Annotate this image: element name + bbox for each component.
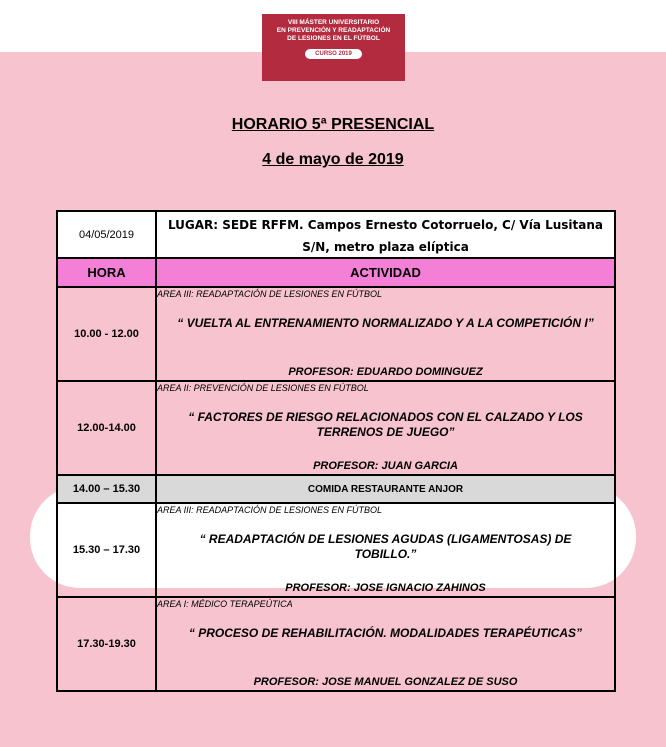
session-row bbox=[58, 504, 614, 598]
lunch-row bbox=[58, 476, 614, 504]
lunch-time: 14.00 – 15.30 bbox=[58, 476, 157, 502]
session-professor: PROFESOR: JOSE IGNACIO ZAHINOS bbox=[285, 582, 486, 594]
page-title: HORARIO 5ª PRESENCIAL bbox=[231, 116, 435, 133]
session-time: 10.00 - 12.00 bbox=[58, 288, 157, 380]
session-professor: PROFESOR: JOSE MANUEL GONZALEZ DE SUSO bbox=[253, 676, 518, 688]
session-area: AREA I: MÉDICO TERAPEÚTICA bbox=[157, 599, 293, 609]
location-date: 04/05/2019 bbox=[58, 212, 157, 257]
lunch-activity: COMIDA RESTAURANTE ANJOR bbox=[307, 483, 464, 495]
session-activity bbox=[157, 598, 614, 690]
session-activity bbox=[157, 382, 614, 474]
session-title: “ VUELTA AL ENTRENAMIENTO NORMALIZADO Y A LA COMPETICIÓN I” bbox=[177, 316, 594, 330]
session-row bbox=[58, 382, 614, 476]
header-hora: HORA bbox=[58, 259, 157, 286]
page-date: 4 de mayo de 2019 bbox=[262, 151, 404, 168]
session-area: AREA II: PREVENCIÓN DE LESIONES EN FÚTBOL bbox=[157, 383, 369, 393]
session-professor: PROFESOR: EDUARDO DOMINGUEZ bbox=[288, 366, 483, 378]
session-activity bbox=[157, 288, 614, 380]
session-area: AREA III: READAPTACIÓN DE LESIONES EN FÚTBOL bbox=[157, 505, 383, 515]
session-professor: PROFESOR: JUAN GARCIA bbox=[313, 460, 458, 472]
session-row bbox=[58, 288, 614, 382]
session-activity bbox=[157, 504, 614, 596]
logo-line-3: DE LESIONES EN EL FÚTBOL bbox=[287, 35, 380, 42]
table-header-row bbox=[58, 259, 614, 288]
session-area: AREA III: READAPTACIÓN DE LESIONES EN FÚTBOL bbox=[157, 289, 383, 299]
session-time: 17.30-19.30 bbox=[58, 598, 157, 690]
session-row bbox=[58, 598, 614, 690]
session-time: 15.30 – 17.30 bbox=[58, 504, 157, 596]
location-text: LUGAR: SEDE RFFM. Campos Ernesto Cotorruelo, C/ Vía Lusitana S/N, metro plaza elíptica bbox=[167, 218, 604, 254]
logo-course-badge: CURSO 2019 bbox=[305, 49, 362, 59]
logo-line-2: EN PREVENCIÓN Y READAPTACIÓN bbox=[276, 27, 391, 34]
session-title: “ READAPTACIÓN DE LESIONES AGUDAS (LIGAMENTOSAS) DE TOBILLO.” bbox=[199, 532, 572, 561]
master-logo bbox=[262, 14, 405, 81]
logo-line-1: VIII MÁSTER UNIVERSITARIO bbox=[287, 19, 380, 26]
session-title: “ PROCESO DE REHABILITACIÓN. MODALIDADES TERAPÉUTICAS” bbox=[188, 626, 583, 640]
session-title: “ FACTORES DE RIESGO RELACIONADOS CON EL CALZADO Y LOS TERRENOS DE JUEGO” bbox=[188, 410, 583, 439]
schedule-table bbox=[56, 210, 616, 692]
location-row bbox=[58, 212, 614, 259]
header-actividad: ACTIVIDAD bbox=[350, 265, 421, 280]
session-time: 12.00-14.00 bbox=[58, 382, 157, 474]
